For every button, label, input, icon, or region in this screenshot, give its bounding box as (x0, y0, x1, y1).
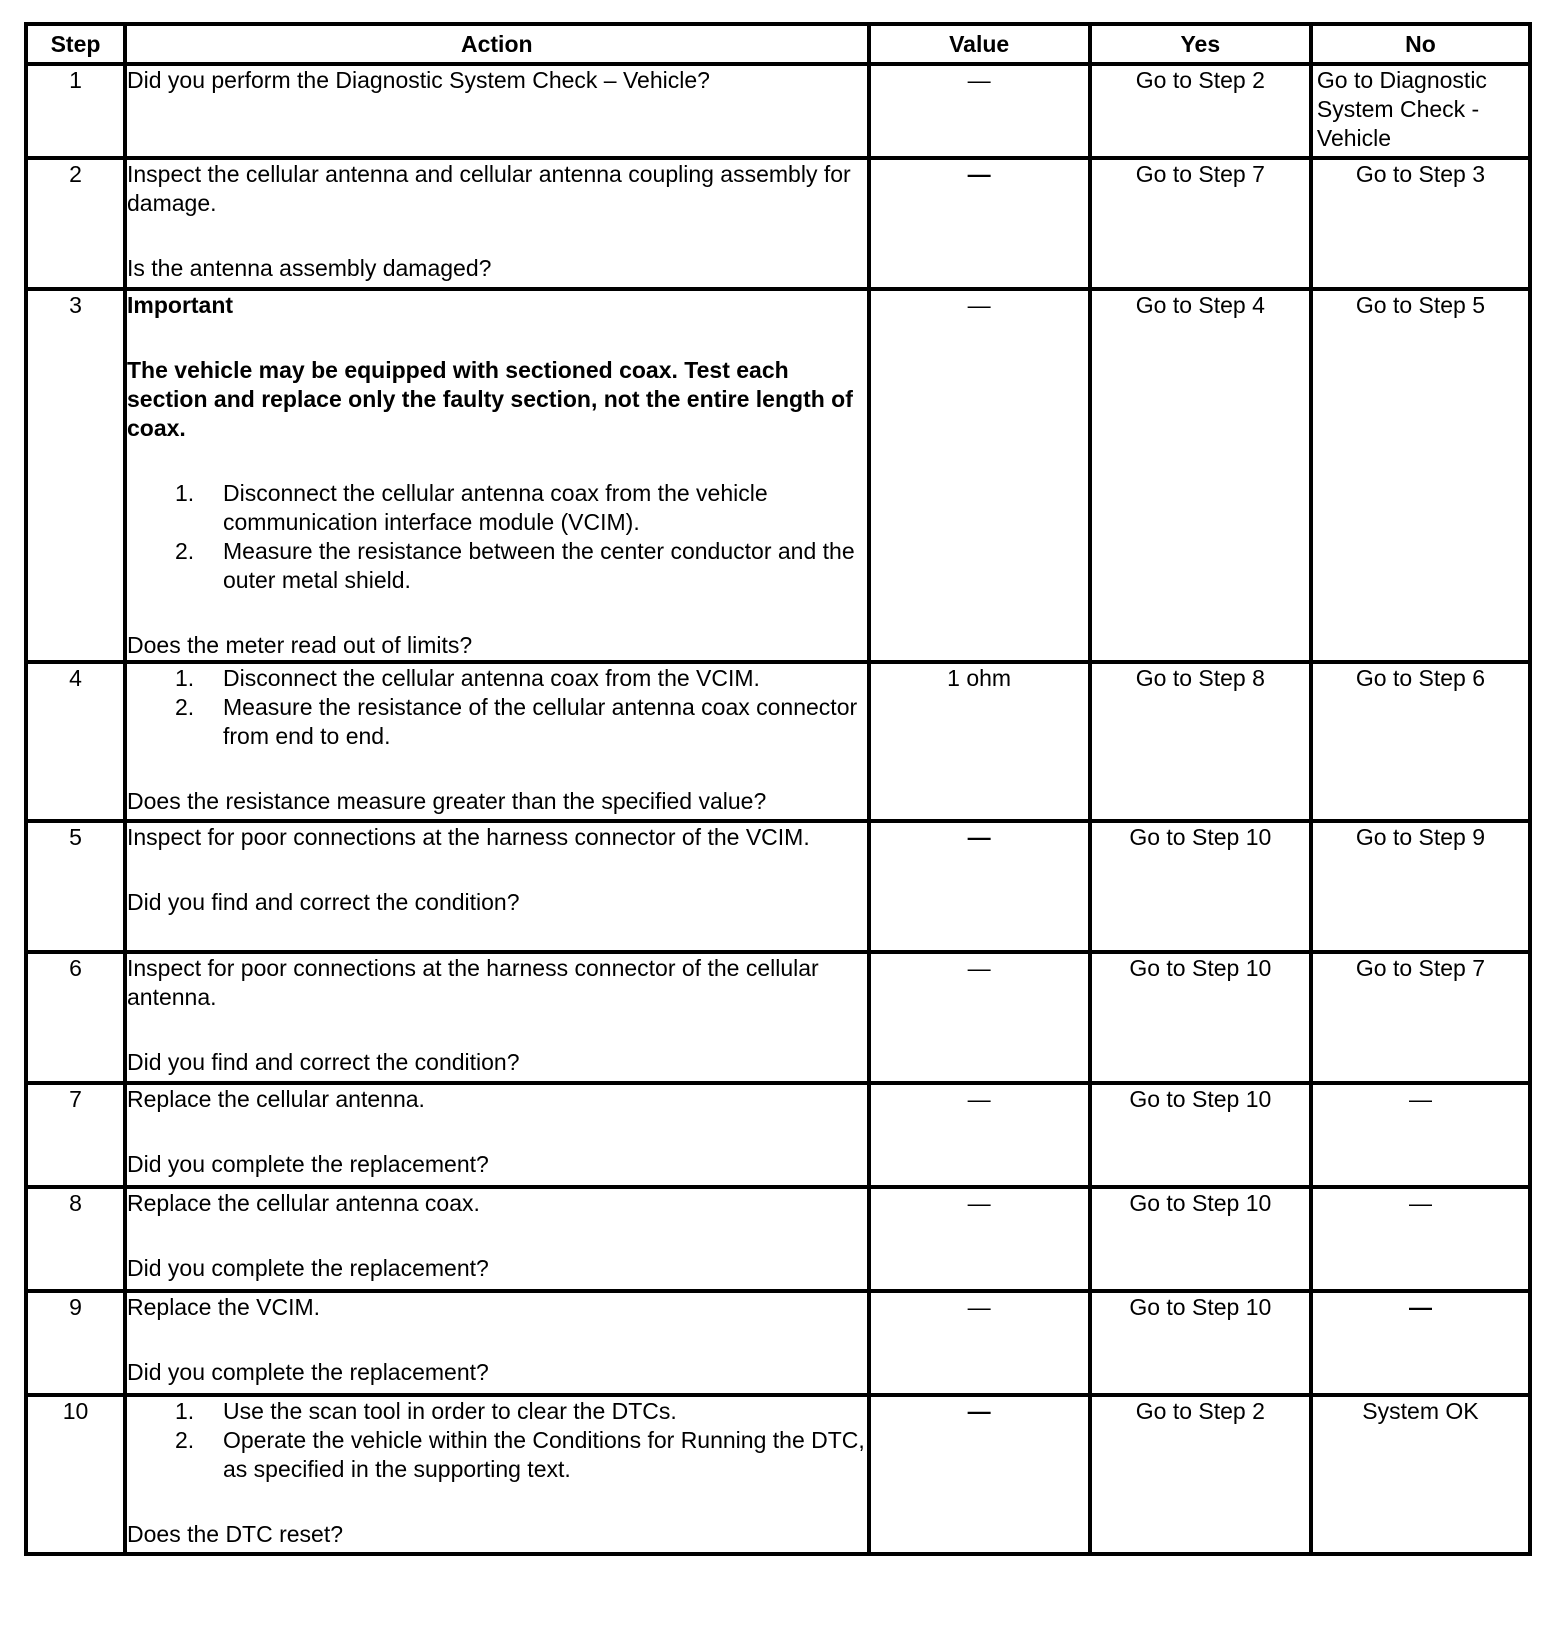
no-cell: Go to Step 5 (1311, 289, 1530, 662)
no-line: Vehicle (1316, 125, 1392, 151)
no-cell: Go to Step 6 (1311, 662, 1530, 821)
yes-cell: Go to Step 2 (1090, 64, 1311, 158)
list-item: 2. Measure the resistance of the cellular antenna coax connector from end to end. (175, 694, 858, 749)
action-question: Is the antenna assembly damaged? (127, 255, 492, 281)
action-intro: Inspect the cellular antenna and cellular antenna coupling assembly for damage. (127, 161, 851, 216)
value-cell: — (869, 1291, 1090, 1395)
header-no: No (1311, 24, 1530, 64)
step-number: 3 (26, 289, 125, 662)
step-number: 10 (26, 1395, 125, 1554)
table-row (26, 289, 1530, 662)
header-step: Step (26, 24, 125, 64)
no-cell: System OK (1311, 1395, 1530, 1554)
no-cell: Go to Step 7 (1311, 952, 1530, 1083)
value-cell: — (869, 64, 1090, 158)
table-row (26, 1395, 1530, 1554)
action-cell (125, 64, 869, 158)
no-cell: — (1311, 1187, 1530, 1291)
yes-cell: Go to Step 10 (1090, 821, 1311, 952)
no-line: Go to Diagnostic (1316, 67, 1487, 93)
value-cell: — (869, 289, 1090, 662)
action-question: Does the DTC reset? (127, 1521, 344, 1547)
action-cell (125, 662, 869, 821)
action-cell (125, 1083, 869, 1187)
step-number: 1 (26, 64, 125, 158)
header-yes: Yes (1090, 24, 1311, 64)
step-number: 4 (26, 662, 125, 821)
action-intro: Inspect for poor connections at the harness connector of the cellular antenna. (127, 955, 819, 1010)
action-question: Does the resistance measure greater than the specified value? (127, 788, 767, 814)
action-cell (125, 821, 869, 952)
no-cell: — (1311, 1083, 1530, 1187)
action-intro: Replace the VCIM. (127, 1294, 321, 1320)
step-number: 6 (26, 952, 125, 1083)
no-cell: — (1311, 1291, 1530, 1395)
yes-cell: Go to Step 2 (1090, 1395, 1311, 1554)
value-cell: 1 ohm (869, 662, 1090, 821)
yes-cell: Go to Step 4 (1090, 289, 1311, 662)
step-number: 9 (26, 1291, 125, 1395)
action-intro: Replace the cellular antenna. (127, 1086, 425, 1112)
yes-cell: Go to Step 8 (1090, 662, 1311, 821)
table-row (26, 821, 1530, 952)
table-row (26, 952, 1530, 1083)
procedure-list (127, 664, 867, 751)
action-cell (125, 1395, 869, 1554)
action-question: Did you find and correct the condition? (127, 889, 520, 915)
table-row (26, 662, 1530, 821)
header-value: Value (869, 24, 1090, 64)
procedure-list (127, 479, 867, 595)
action-question: Did you complete the replacement? (127, 1255, 489, 1281)
action-text: Did you perform the Diagnostic System Check – Vehicle? (127, 67, 710, 93)
list-item: 1. Disconnect the cellular antenna coax from the VCIM. (175, 665, 760, 691)
table-row (26, 158, 1530, 289)
action-intro: Replace the cellular antenna coax. (127, 1190, 480, 1216)
yes-cell: Go to Step 7 (1090, 158, 1311, 289)
no-line: System Check - (1316, 96, 1480, 122)
important-title: Important (127, 292, 234, 318)
action-question: Did you find and correct the condition? (127, 1049, 520, 1075)
action-cell (125, 952, 869, 1083)
yes-cell: Go to Step 10 (1090, 952, 1311, 1083)
step-number: 7 (26, 1083, 125, 1187)
yes-cell: Go to Step 10 (1090, 1291, 1311, 1395)
action-cell (125, 1291, 869, 1395)
value-cell: — (869, 821, 1090, 952)
action-question: Does the meter read out of limits? (127, 632, 473, 658)
table-header-row (26, 24, 1530, 64)
list-item: 2. Operate the vehicle within the Conditions for Running the DTC, as specified in the supporting text. (175, 1427, 865, 1482)
value-cell: — (869, 1083, 1090, 1187)
list-item: 2. Measure the resistance between the center conductor and the outer metal shield. (175, 538, 855, 593)
step-number: 2 (26, 158, 125, 289)
procedure-list (127, 1397, 867, 1484)
diagnostic-table (24, 22, 1532, 1556)
no-cell: Go to Step 9 (1311, 821, 1530, 952)
table-row (26, 1291, 1530, 1395)
value-cell: — (869, 1395, 1090, 1554)
action-question: Did you complete the replacement? (127, 1359, 489, 1385)
table-row (26, 1187, 1530, 1291)
action-intro: Inspect for poor connections at the harness connector of the VCIM. (127, 824, 810, 850)
header-action: Action (125, 24, 869, 64)
no-cell: Go to Step 3 (1311, 158, 1530, 289)
value-cell: — (869, 952, 1090, 1083)
table-row (26, 64, 1530, 158)
important-text: The vehicle may be equipped with sectioned coax. Test each section and replace only the faulty section, not the entire length of coax. (127, 357, 853, 441)
table-row (26, 1083, 1530, 1187)
action-question: Did you complete the replacement? (127, 1151, 489, 1177)
yes-cell: Go to Step 10 (1090, 1083, 1311, 1187)
list-item: 1. Disconnect the cellular antenna coax from the vehicle communication interface module (VCIM). (175, 480, 768, 535)
list-item: 1. Use the scan tool in order to clear the DTCs. (175, 1398, 677, 1424)
step-number: 5 (26, 821, 125, 952)
step-number: 8 (26, 1187, 125, 1291)
action-cell (125, 158, 869, 289)
yes-cell: Go to Step 10 (1090, 1187, 1311, 1291)
value-cell: — (869, 158, 1090, 289)
action-cell (125, 1187, 869, 1291)
action-cell (125, 289, 869, 662)
value-cell: — (869, 1187, 1090, 1291)
no-cell (1311, 64, 1530, 158)
